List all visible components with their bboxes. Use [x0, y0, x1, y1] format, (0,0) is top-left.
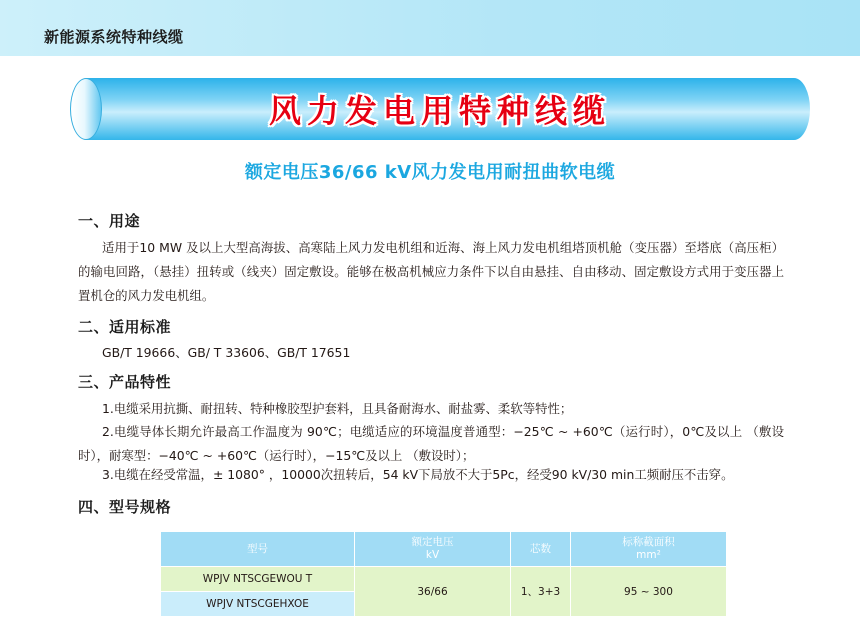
header-voltage: [355, 532, 511, 567]
model-cell: WPJV NTSCGEHXOE: [161, 592, 355, 617]
banner-title: 风力发电用特种线缆: [268, 92, 611, 130]
section-heading-usage: 一、用途: [78, 212, 141, 230]
header-area-label: 标称截面积: [622, 536, 675, 548]
spec-table: [160, 531, 727, 617]
header-area-unit: mm²: [636, 549, 661, 561]
header-model: [161, 532, 355, 567]
header-area: [571, 532, 727, 567]
header-cores-label: 芯数: [530, 542, 551, 555]
header-voltage-label: 额定电压: [411, 536, 454, 548]
cores-cell: 1、3+3: [511, 567, 571, 617]
section-heading-features: 三、产品特性: [78, 373, 172, 391]
feature-item: 2.电缆导体长期允许最高工作温度为 90℃；电缆适应的环境温度普通型：−25℃ ~ +60℃（运行时），0℃及以上 （敷设时），耐寒型：−40℃ ~ +60℃（运行时），−15℃及以上 （敷设时）；: [78, 424, 784, 463]
header-voltage-unit: kV: [425, 549, 440, 561]
feature-item: 1.电缆采用抗撕、耐扭转、特种橡胶型护套料，且具备耐海水、耐盐雾、柔软等特性；: [102, 401, 573, 416]
section-heading-standards: 二、适用标准: [78, 318, 172, 336]
title-banner: [70, 78, 810, 140]
catalog-title: 新能源系统特种线缆: [44, 28, 184, 46]
product-title: 额定电压36/66 kV风力发电用耐扭曲软电缆: [244, 162, 616, 183]
table-header-row: [161, 532, 727, 567]
section-heading-models: 四、型号规格: [78, 498, 172, 516]
top-bar: [0, 0, 860, 56]
header-model-label: 型号: [247, 542, 268, 555]
area-cell: 95 ~ 300: [571, 567, 727, 617]
standards-text: GB/T 19666、GB/ T 33606、GB/T 17651: [102, 345, 351, 360]
usage-paragraph: 适用于10 MW 及以上大型高海拔、高寒陆上风力发电机组和近海、海上风力发电机组塔顶机舱（变压器）至塔底（高压柜）的输电回路，（悬挂）扭转或（线夹）固定敷设。能够在极高机械应力条件下以自由悬挂、自由移动、固定敷设方式用于变压器上置机仓的风力发电机组。: [78, 240, 784, 303]
feature-item: 3.电缆在经受常温，± 1080° ，10000次扭转后，54 kV下局放不大于5Pc，经受90 kV/30 min工频耐压不击穿。: [102, 467, 734, 482]
header-cores: [511, 532, 571, 567]
voltage-cell: 36/66: [355, 567, 511, 617]
model-cell: WPJV NTSCGEWOU T: [161, 567, 355, 592]
table-row: [161, 567, 727, 592]
